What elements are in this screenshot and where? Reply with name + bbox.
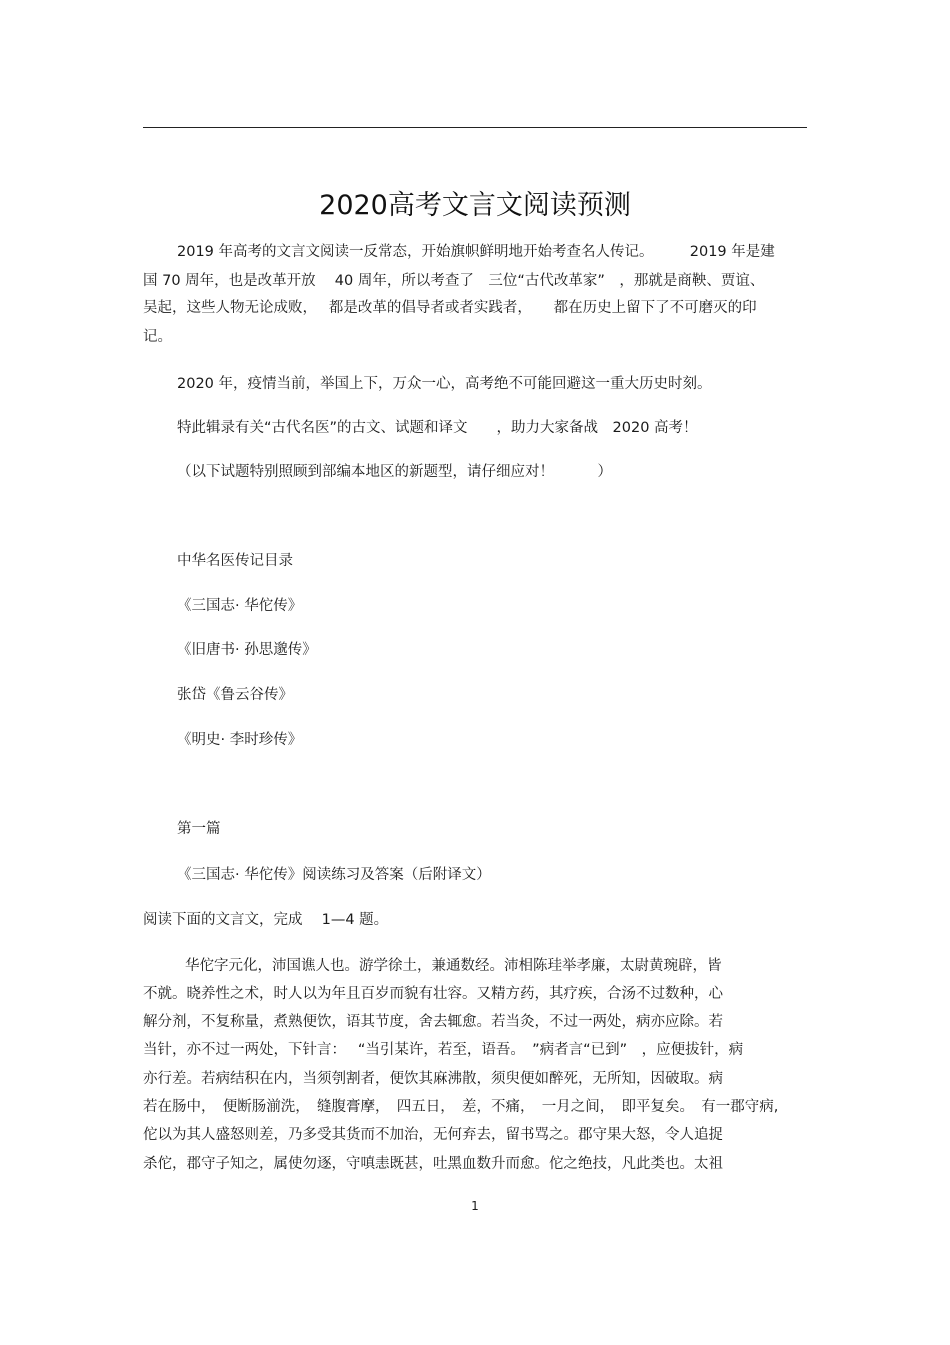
toc-item: 《旧唐书· 孙思邈传》 bbox=[177, 642, 317, 658]
chapter-subtitle: 《三国志· 华佗传》阅读练习及答案（后附译文） bbox=[177, 867, 491, 883]
classical-text-line: 不就。晓养性之术，时人以为年且百岁而貌有壮容。又精方药，其疗疾，合汤不过数种，心 bbox=[143, 986, 723, 1002]
classical-text-line: 佗以为其人盛怒则差，乃多受其货而不加治，无何弃去，留书骂之。郡守果大怒，令人追捉 bbox=[143, 1127, 723, 1143]
classical-text-line: 解分剂，不复称量，煮熟便饮，语其节度，舍去辄愈。若当灸，不过一两处，病亦应除。若 bbox=[143, 1014, 723, 1030]
classical-text-line: 杀佗，郡守子知之，属使勿逐，守嗔恚既甚，吐黑血数升而愈。佗之绝技，凡此类也。太祖 bbox=[143, 1156, 723, 1172]
page-title: 2020高考文言文阅读预测 bbox=[319, 190, 631, 221]
page-number: 1 bbox=[471, 1199, 479, 1213]
classical-text-line: 当针，亦不过一两处，下针言： “当引某许，若至，语吾。 ”病者言“已到” ，应便拔针，病 bbox=[143, 1042, 744, 1058]
classical-text-line: 华佗字元化，沛国谯人也。游学徐土，兼通数经。沛相陈珪举孝廉，太尉黄琬辟，皆 bbox=[185, 958, 722, 974]
classical-text-line: 亦行差。若病结积在内，当须刳割者，便饮其麻沸散，须臾便如醉死，无所知，因破取。病 bbox=[143, 1071, 723, 1087]
header-rule bbox=[143, 127, 807, 128]
paragraph: 特此辑录有关“古代名医”的古文、试题和译文 ，助力大家备战 2020 高考！ bbox=[177, 420, 698, 436]
intro-line: 吴起，这些人物无论成败， 都是改革的倡导者或者实践者， 都在历史上留下了不可磨灭的印 bbox=[143, 300, 757, 316]
paragraph: 2020 年，疫情当前，举国上下，万众一心，高考绝不可能回避这一重大历史时刻。 bbox=[177, 376, 712, 392]
intro-line: 国 70 周年，也是改革开放 40 周年，所以考查了 三位“古代改革家” ，那就是商鞅、贾谊、 bbox=[143, 273, 765, 289]
intro-line: 记。 bbox=[143, 329, 172, 345]
toc-item: 《明史· 李时珍传》 bbox=[177, 732, 303, 748]
chapter-label: 第一篇 bbox=[177, 821, 221, 837]
toc-item: 张岱《鲁云谷传》 bbox=[177, 687, 293, 703]
intro-line: 2019 年高考的文言文阅读一反常态，开始旗帜鲜明地开始考查名人传记。 2019 年是建 bbox=[177, 244, 775, 260]
classical-text-line: 若在肠中， 便断肠湔洗， 缝腹膏摩， 四五日， 差，不痛， 一月之间， 即平复矣。 有一郡守病, bbox=[143, 1099, 779, 1115]
paragraph: （以下试题特别照顾到部编本地区的新题型，请仔细应对！ ） bbox=[177, 464, 612, 480]
instruction: 阅读下面的文言文，完成 1—4 题。 bbox=[143, 912, 389, 928]
toc-item: 《三国志· 华佗传》 bbox=[177, 598, 303, 614]
toc-heading: 中华名医传记目录 bbox=[177, 553, 293, 569]
